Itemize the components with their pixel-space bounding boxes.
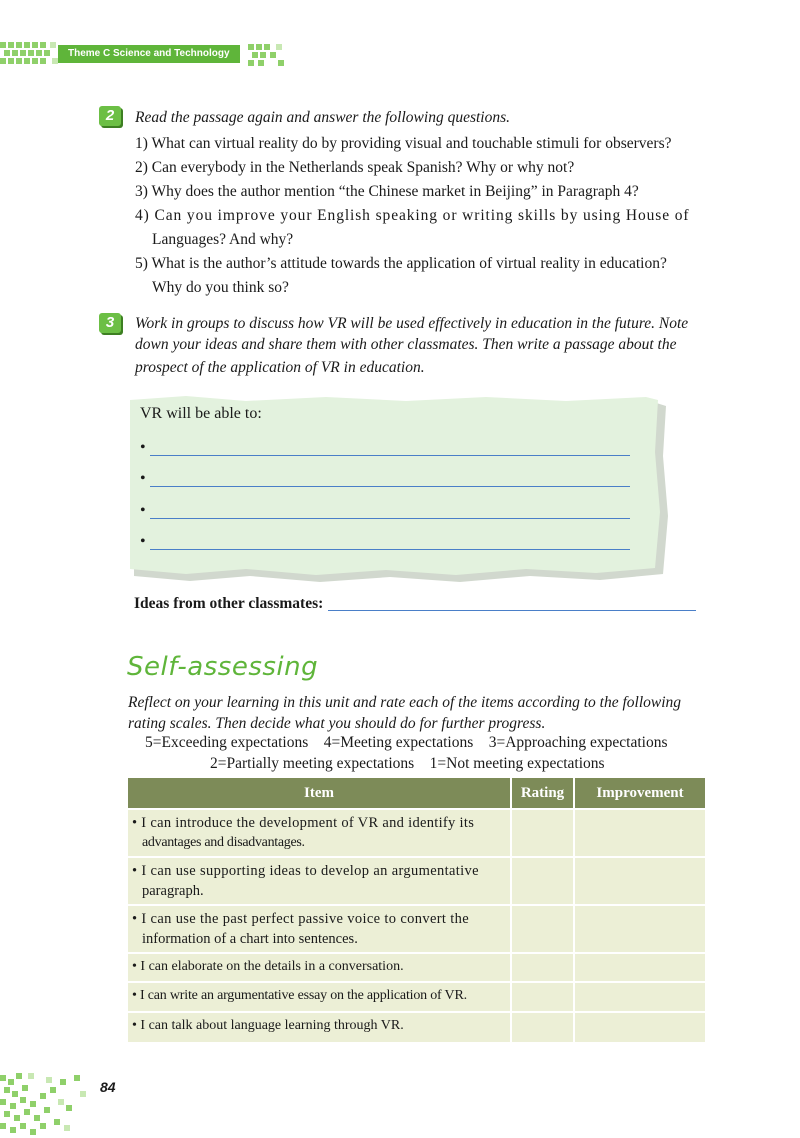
- rating-cell[interactable]: [511, 857, 574, 905]
- table-row: [128, 809, 705, 857]
- item-text-continued: information of a chart into sentences.: [142, 931, 358, 947]
- idea-answer-line[interactable]: [140, 438, 630, 458]
- table-row: [128, 857, 705, 905]
- rating-cell[interactable]: [511, 905, 574, 953]
- improvement-cell[interactable]: [574, 1012, 705, 1042]
- theme-tag: Theme C Science and Technology: [58, 45, 240, 63]
- column-header-item: Item: [128, 778, 511, 809]
- bullet: •: [140, 502, 146, 519]
- exercise-number-badge: 3: [99, 313, 121, 333]
- improvement-cell[interactable]: [574, 857, 705, 905]
- rating-cell[interactable]: [511, 953, 574, 982]
- question-4-continued: Languages? And why?: [152, 231, 294, 248]
- improvement-cell[interactable]: [574, 809, 705, 857]
- item-text: • I can write an argumentative essay on the application of VR.: [132, 988, 467, 1003]
- item-cell: [128, 1012, 511, 1042]
- idea-answer-line[interactable]: [140, 532, 630, 552]
- question-3: 3) Why does the author mention “the Chinese market in Beijing” in Paragraph 4?: [135, 183, 639, 200]
- page-number: 84: [100, 1079, 116, 1095]
- item-text: • I can talk about language learning through VR.: [132, 1018, 404, 1033]
- item-text: • I can elaborate on the details in a conversation.: [132, 959, 404, 974]
- column-header-rating: Rating: [511, 778, 574, 809]
- column-header-improvement: Improvement: [574, 778, 705, 809]
- self-assessing-instruction-line: rating scales. Then decide what you should do for further progress.: [128, 715, 546, 732]
- rating-cell[interactable]: [511, 809, 574, 857]
- question-5-continued: Why do you think so?: [152, 279, 289, 296]
- item-text: • I can use the past perfect passive voice to convert the: [132, 911, 470, 927]
- improvement-cell[interactable]: [574, 982, 705, 1012]
- bullet: •: [140, 470, 146, 487]
- idea-answer-line[interactable]: [140, 469, 630, 489]
- item-cell: [128, 982, 511, 1012]
- exercise-3-instruction-line: Work in groups to discuss how VR will be used effectively in education in the future. Note: [135, 315, 689, 332]
- idea-answer-line[interactable]: [140, 501, 630, 521]
- ideas-answer-line[interactable]: [328, 610, 696, 611]
- item-text-continued: paragraph.: [142, 883, 204, 899]
- rating-cell[interactable]: [511, 1012, 574, 1042]
- question-4: 4) Can you improve your English speaking or writing skills by using House of: [135, 207, 690, 224]
- bullet: •: [140, 439, 146, 456]
- rating-cell[interactable]: [511, 982, 574, 1012]
- exercise-2-instruction: Read the passage again and answer the following questions.: [135, 109, 510, 126]
- item-cell: [128, 857, 511, 905]
- table-header-row: [128, 778, 705, 809]
- item-text-continued: advantages and disadvantages.: [142, 835, 305, 850]
- item-text: • I can use supporting ideas to develop an argumentative: [132, 863, 479, 879]
- rating-scale-line: 2=Partially meeting expectations 1=Not meeting expectations: [210, 755, 605, 772]
- improvement-cell[interactable]: [574, 953, 705, 982]
- rating-scale-line: 5=Exceeding expectations 4=Meeting expectations 3=Approaching expectations: [145, 734, 668, 751]
- self-assessment-table: [128, 778, 705, 1042]
- item-cell: [128, 953, 511, 982]
- exercise-3-instruction-line: prospect of the application of VR in education.: [135, 359, 425, 376]
- section-title: Self-assessing: [127, 652, 319, 682]
- improvement-cell[interactable]: [574, 905, 705, 953]
- question-2: 2) Can everybody in the Netherlands speak Spanish? Why or why not?: [135, 159, 575, 176]
- exercise-number-badge: 2: [99, 106, 121, 126]
- exercise-3-instruction-line: down your ideas and share them with other classmates. Then write a passage about the: [135, 336, 677, 353]
- question-1: 1) What can virtual reality do by providing visual and touchable stimuli for observers?: [135, 135, 672, 152]
- table-row: [128, 1012, 705, 1042]
- table-row: [128, 982, 705, 1012]
- bullet: •: [140, 533, 146, 550]
- note-card-title: VR will be able to:: [140, 405, 262, 422]
- item-cell: [128, 905, 511, 953]
- item-cell: [128, 809, 511, 857]
- table-row: [128, 905, 705, 953]
- ideas-label: Ideas from other classmates:: [134, 595, 324, 612]
- item-text: • I can introduce the development of VR and identify its: [132, 815, 475, 831]
- self-assessing-instruction-line: Reflect on your learning in this unit and rate each of the items according to the following: [128, 694, 682, 711]
- question-5: 5) What is the author’s attitude towards the application of virtual reality in education?: [135, 255, 667, 272]
- table-row: [128, 953, 705, 982]
- pixel-corner-decoration: [0, 1065, 95, 1138]
